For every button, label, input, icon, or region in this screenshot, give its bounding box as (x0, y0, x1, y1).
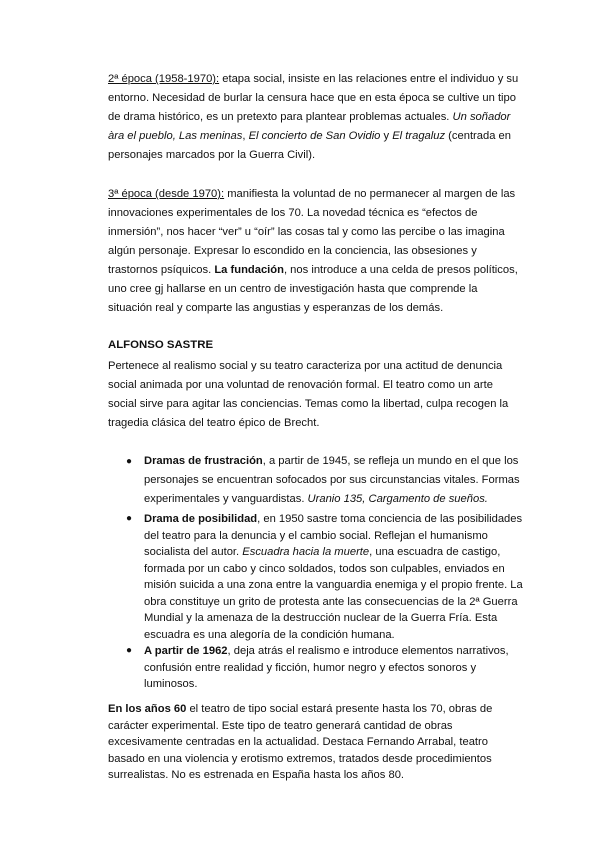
epoca-3-label: 3ª época (desde 1970): (108, 188, 225, 200)
list-item-bold: Drama de posibilidad (144, 513, 258, 525)
paragraph-anos-60 (108, 701, 524, 784)
paragraph-epoca-3 (108, 185, 524, 318)
epoca-2-work-2: El concierto de San Ovidio (248, 130, 381, 142)
anos-60-bold: En los años 60 (108, 703, 187, 715)
list-item (108, 452, 524, 509)
paragraph-epoca-2 (108, 70, 524, 165)
list-item (108, 511, 524, 643)
list-item-italic: Escuadra hacia la muerte (242, 546, 370, 558)
anos-60-text: el teatro de tipo social estará presente hasta los 70, obras de carácter experimental. Este tipo de teatro generará cantidad de obras excesivamente centradas en la actualidad. Destaca Fernando Arrabal, teatro basado en una violencia y erotismo extremos, tratados desde procedimientos surrealistas. No es estrenada en España hasta los años 80. (108, 703, 493, 781)
section-heading-alfonso-sastre: ALFONSO SASTRE (108, 339, 214, 351)
epoca-2-work-3: El tragaluz (392, 130, 446, 142)
list-item-text: , deja atrás el realismo e introduce elementos narrativos, confusión entre realidad y ficción, humor negro y efectos sonoros y luminosos. (144, 645, 509, 690)
bullet-list (108, 452, 524, 693)
epoca-2-sep-2: y (380, 130, 393, 142)
list-item-text: , en 1950 sastre toma conciencia de las posibilidades del teatro para la denuncia y el cambio social. Reflejan el humanismo socialista del autor. (144, 513, 523, 558)
epoca-3-bold-work: La fundación (214, 264, 284, 276)
list-item-italic: Uranio 135, Cargamento de sueños. (307, 493, 488, 505)
list-item-bold: Dramas de frustración (144, 455, 263, 467)
paragraph-sastre-intro: Pertenece al realismo social y su teatro caracteriza por una actitud de denuncia social animada por una voluntad de renovación formal. El teatro como un arte social sirve para agitar las conciencias. Temas como la libertad, culpa recogen la tragedia clásica del teatro épico de Brecht. (108, 360, 509, 429)
list-item-bold: A partir de 1962 (144, 645, 228, 657)
epoca-2-text-end: (centrada en personajes marcados por la Guerra Civil). (108, 130, 512, 161)
epoca-3-text-end: , nos introduce a una celda de presos políticos, uno cree gj hallarse en un centro de investigación hasta que comprende la situación real y comparte las angustias y esperanzas de los demás. (108, 264, 518, 314)
bullet-icon: ● (126, 645, 133, 656)
list-item (108, 643, 524, 693)
list-item-text: , a partir de 1945, se refleja un mundo en el que los personajes se encuentran sofocados por sus circunstancias vitales. Formas experimentales y vanguardistas. (144, 455, 520, 505)
epoca-2-sep-1: , (242, 130, 249, 142)
bullet-icon: ● (126, 513, 133, 524)
epoca-2-label: 2ª época (1958-1970): (108, 73, 220, 85)
epoca-2-work-1: Un soñador àra el pueblo, Las meninas (108, 111, 511, 142)
epoca-2-text: etapa social, insiste en las relaciones entre el individuo y su entorno. Necesidad de burlar la censura hace que en esta época se cultive un tipo de drama histórico, es un pretexto para plantear problemas actuales. (108, 73, 519, 123)
epoca-3-text: manifiesta la voluntad de no permanecer al margen de las innovaciones experimentales de los 70. La novedad técnica es “efectos de inmersión”, nos hacer “ver” u “oír” las cosas tal y como las percibe o las imagina algún personaje. Expresar lo escondido en la conciencia, las obsesiones y trastornos psíquicos. (108, 188, 516, 276)
list-item-text-end: , una escuadra de castigo, formada por un cabo y cinco soldados, todos son culpables, enviados en misión suicida a una zona entre la vanguardia enemiga y el propio frente. La obra constituye un grito de protesta ante las consecuencias de la 2ª Guerra Mundial y la amenaza de la destrucción nuclear de la Guerra Fría. Esta escuadra es una alegoría de la condición humana. (144, 546, 523, 641)
bullet-icon: ● (126, 456, 133, 467)
